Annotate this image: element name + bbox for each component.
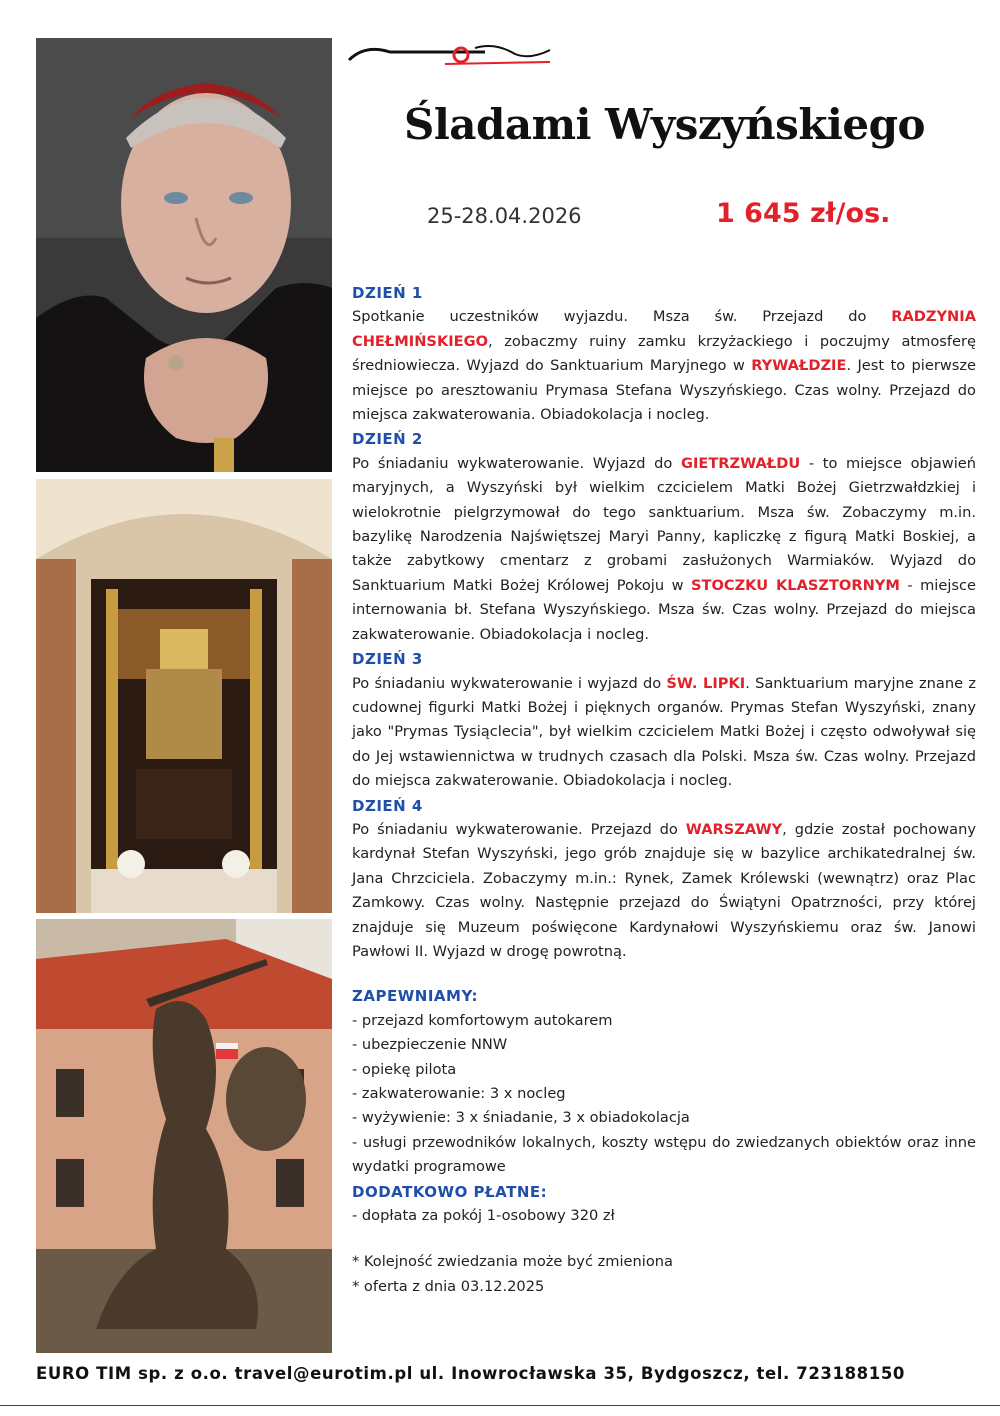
day-4 (352, 794, 976, 965)
basilica-altar-photo (36, 479, 332, 913)
day-3 (352, 647, 976, 793)
day-heading: DZIEŃ 3 (352, 650, 423, 669)
included-item: - zakwaterowanie: 3 x nocleg (352, 1085, 566, 1102)
day-description: Po śniadaniu wykwaterowanie. Przejazd do WARSZAWY, gdzie został pochowany kardynał Stefan Wyszyński, jego grób znajduje się w bazylice archikatedralnej św. Jana Chrzciciela. Zobaczymy m.in.: Rynek, Zamek Królewski (wewnątrz) oraz Plac Zamkowy. Czas wolny. Następnie przejazd do Świątyni Opatrzności, przy której znajduje się Muzeum poświęcone Kardynałowi Wyszyńskiemu oraz św. Janowi Pawłowi II. Wyjazd w drogę powrotną. (352, 820, 976, 960)
included-heading: ZAPEWNIAMY: (352, 987, 478, 1006)
eurotim-logo (345, 40, 555, 70)
included-item: - ubezpieczenie NNW (352, 1036, 508, 1054)
page-title: Śladami Wyszyńskiego (404, 100, 925, 149)
footer-contact: EURO TIM sp. z o.o. travel@eurotim.pl ul. Inowrocławska 35, Bydgoszcz, tel. 723188150 (36, 1364, 905, 1383)
day-description: Spotkanie uczestników wyjazdu. Msza św. Przejazd do RADZYNIA CHEŁMIŃSKIEGO, zobaczmy ruiny zamku krzyżackiego i poczujmy atmosferę średniowiecza. Wyjazd do Sanktuarium Maryjnego w RYWAŁDZIE. Jest to pierwsze miejsce po aresztowaniu Prymasa Stefana Wyszyńskiego. Czas wolny. Przejazd do miejsca zakwaterowania. Obiadokolacja i nocleg. (352, 308, 976, 424)
day-description: Po śniadaniu wykwaterowanie i wyjazd do ŚW. LIPKI. Sanktuarium maryjne znane z cudownej figurki Matki Bożej i pięknych organów. Prymas Stefan Wyszyński, znany jako "Prymas Tysiąclecia", był wielkim czcicielem Matki Bożej i często odwoływał się do Jej wstawiennictwa w trudnych czasach dla Polski. Msza św. Czas wolny. Przejazd do miejsca zakwaterowanie. Obiadokolacja i nocleg. (352, 674, 976, 790)
notes (352, 1250, 976, 1299)
day-heading: DZIEŃ 4 (352, 796, 423, 815)
trip-price: 1 645 zł/os. (716, 198, 891, 229)
day-heading: DZIEŃ 1 (352, 284, 423, 302)
day-heading: DZIEŃ 2 (352, 430, 423, 449)
extra-item: - dopłata za pokój 1-osobowy 320 zł (352, 1207, 615, 1225)
day-description: Po śniadaniu wykwaterowanie. Wyjazd do GIETRZWAŁDU - to miejsce objawień maryjnych, a Wyszyński był wielkim czcicielem Matki Bożej Gietrzwałdzkiej i wielokrotnie pielgrzymował do tego sanktuarium. Msza św. Zobaczymy m.in. bazylikę Narodzenia Najświętszej Maryi Panny, kapliczkę z figurą Matki Boskiej, a także zabytkowy cmentarz z grobami zasłużonych Warmiaków. Wyjazd do Sanktuarium Matki Bożej Królowej Pokoju w STOCZKU KLASZTORNYM - miejsce internowania bł. Stefana Wyszyńskiego. Msza św. Czas wolny. Przejazd do miejsca zakwaterowanie. Obiadokolacja i nocleg. (352, 454, 977, 643)
included-item: - wyżywienie: 3 x śniadanie, 3 x obiadokolacja (352, 1109, 690, 1127)
day-1 (352, 281, 976, 427)
note: * oferta z dnia 03.12.2025 (352, 1277, 545, 1295)
trip-dates: 25-28.04.2026 (427, 204, 582, 228)
extra-heading: DODATKOWO PŁATNE: (352, 1182, 548, 1201)
warsaw-mermaid-photo (36, 919, 332, 1353)
day-2 (352, 427, 976, 647)
itinerary (352, 281, 976, 1299)
footer-divider (0, 1405, 1000, 1406)
included-item: - opiekę pilota (352, 1060, 457, 1078)
cardinal-portrait-photo (36, 38, 332, 472)
note: * Kolejność zwiedzania może być zmieniona (352, 1253, 673, 1271)
included-item: - przejazd komfortowym autokarem (352, 1011, 613, 1029)
included-item: - usługi przewodników lokalnych, koszty wstępu do zwiedzanych obiektów oraz inne wydatki programowe (352, 1133, 976, 1176)
